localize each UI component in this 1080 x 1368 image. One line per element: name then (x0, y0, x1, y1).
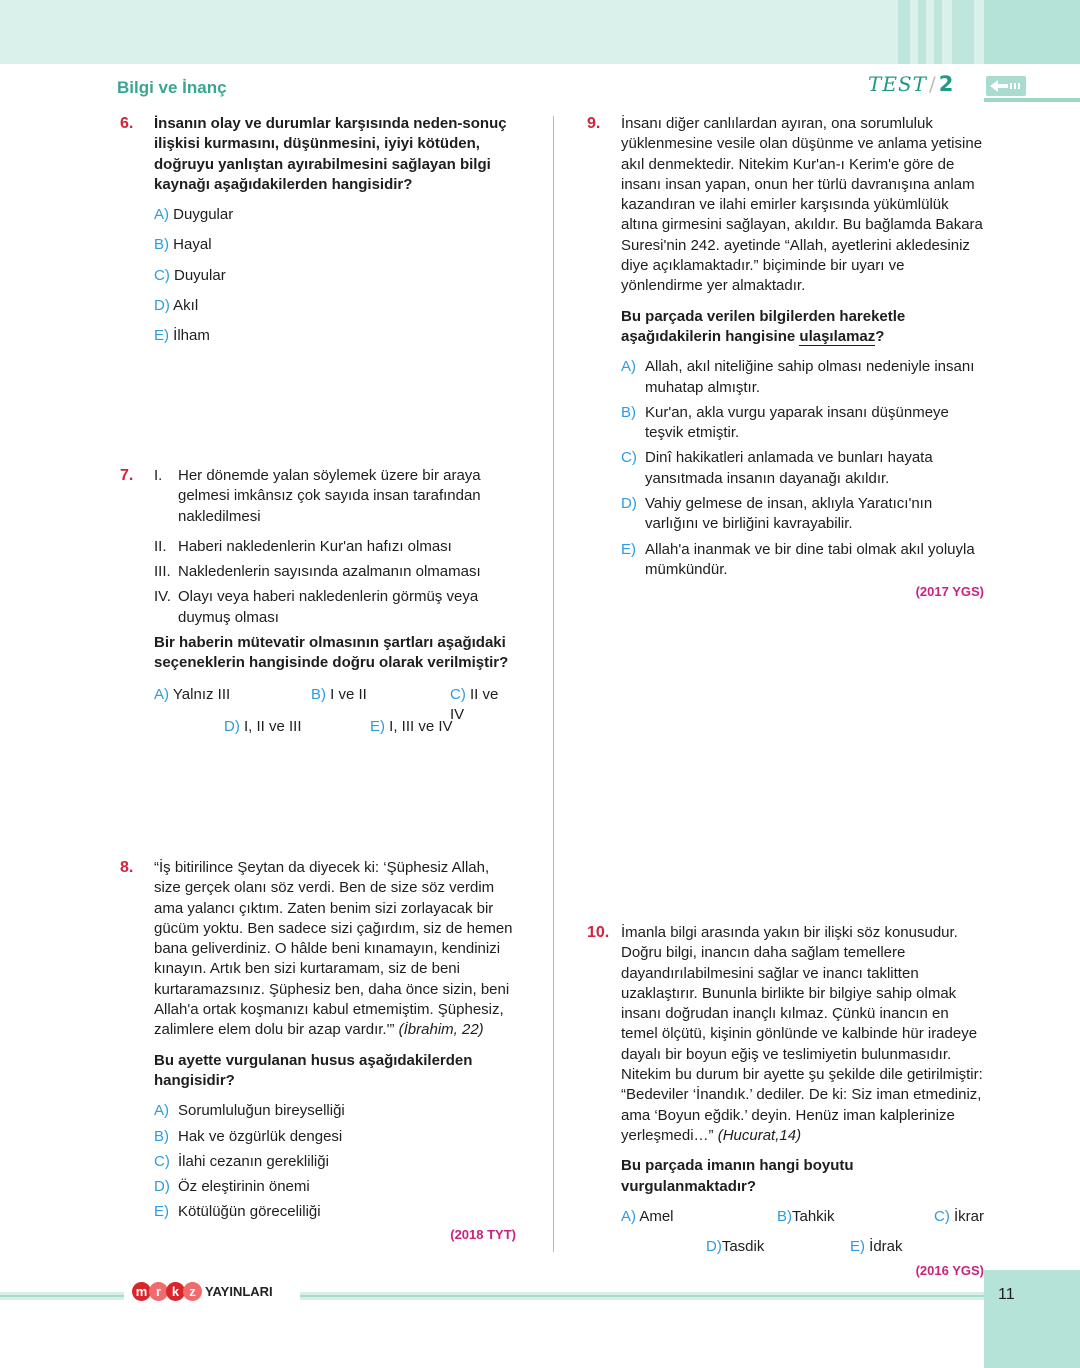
page-number: 11 (998, 1286, 1015, 1303)
option-letter: D) (224, 717, 240, 735)
question-number: 8. (120, 859, 134, 876)
option-d[interactable] (706, 1237, 764, 1257)
header-stripe (898, 0, 910, 64)
option-d[interactable] (154, 296, 516, 316)
option-a[interactable] (154, 205, 516, 225)
option-text: Öz eleştirinin önemi (178, 1178, 310, 1196)
option-e[interactable] (621, 540, 984, 581)
question-9 (587, 114, 984, 603)
passage-text: “İş bitirilince Şeytan da diyecek ki: ‘Şüphesiz Allah, size gerçek olanı söz verdi. Ben de size söz verdim ama yalancı çıktım. Zaten benim sizi zorlayacak bir gücüm yoktu. Ben sadece sizi çağırdım, siz de hemen bana geliverdiniz. O hâlde beni kınamayın, kendinizi kınayın. Artık ben sizi kurtaramam, siz de beni kurtaramazsınız. Şüphesiz ben, daha önce sizin, beni Allah'a ortak koşmanızı kabul etmemiştim. Şüphesiz, zalimlere elem dolu bir azap vardır.'” (154, 859, 513, 1039)
option-d[interactable] (224, 717, 302, 737)
premise-numeral: III. (154, 563, 171, 581)
option-text: Kur'an, akla vurgu yaparak insanı düşünmeye teşvik etmiştir. (645, 403, 949, 442)
premise-item (154, 587, 516, 628)
passage-citation: (Hucurat,14) (717, 1126, 802, 1144)
option-letter: A) (154, 206, 169, 224)
option-letter: E) (154, 1203, 169, 1221)
option-text: Duyular (174, 266, 226, 284)
question-7 (120, 466, 516, 739)
option-e[interactable] (850, 1237, 903, 1257)
question-passage: İnsanı diğer canlılardan ayıran, ona sorumluluk yüklenmesine vesile olan düşünme ve anlama yetisine akıl denmektedir. Nitekim Kur'an-ı Kerim'e göre de insanı insan yapan, onun her türlü davranışına anlam kazandıran ve ilahi emirler karşısında yükümlülük altına girmesini sağlayan, akıldır. Bu bağlamda Bakara Suresi'nin 242. ayetinde “Allah, ayetlerini akledesiniz diye açıklamaktadır.” biçiminde bir uyarı ve yönlendirme yer almaktadır. (621, 115, 983, 295)
question-number: 6. (120, 115, 134, 132)
option-text: Allah'a inanmak ve bir dine tabi olmak akıl yoluyla mümkündür. (645, 540, 975, 578)
option-c[interactable] (934, 1207, 984, 1227)
option-e[interactable] (370, 717, 453, 737)
option-letter: D) (706, 1237, 722, 1255)
footer-rule (300, 1295, 984, 1297)
options-row (621, 1237, 984, 1259)
section-title: Bilgi ve İnanç (117, 78, 227, 97)
option-text: Kötülüğün göreceliliği (178, 1203, 321, 1221)
question-stem: Bir haberin mütevatir olmasının şartları aşağıdaki seçeneklerin hangisinde doğru olarak verilmiştir? (154, 634, 509, 672)
premise-numeral: II. (154, 537, 167, 555)
right-margin-inner (984, 64, 1080, 1270)
exam-source: (2018 TYT) (450, 1226, 516, 1242)
option-letter: E) (850, 1237, 865, 1255)
option-c[interactable] (154, 266, 516, 286)
option-a[interactable] (621, 357, 984, 398)
option-letter: C) (621, 449, 637, 467)
option-b[interactable] (311, 685, 367, 705)
stem-emphasis: ulaşılamaz (799, 327, 876, 345)
option-text: Tasdik (721, 1237, 765, 1255)
passage-text: İmanla bilgi arasında yakın bir ilişki söz konusudur. Doğru bilgi, inancın daha sağlam temellere dayandırılabilmesini sağlar ve inancı taklitten uzaklaştırır. Bununla birlikte bir bilgiye sahip olmak insanı doğrudan inançlı kılmaz. Çünkü inancın en temel ölçütü, kişinin gönlünde ve kalbinde hür iradeye dayalı bir boyun eğiş ve teslimiyetin bulunmasıdır. Nitekim bu durum bir ayette şu şekilde dile getirilmiştir: “Bedeviler ‘İnandık.’ dediler. De ki: Siz iman etmediniz, ama ‘Boyun eğdik.’ deyin. Henüz iman kalplerinize yerleşmedi…” (621, 924, 983, 1144)
option-text: Hak ve özgürlük dengesi (178, 1127, 343, 1145)
page-number-box (984, 1270, 1080, 1368)
option-text: Yalnız III (172, 685, 231, 703)
option-text: Amel (639, 1207, 674, 1225)
option-e[interactable] (154, 326, 516, 346)
question-stem (621, 307, 984, 348)
option-letter: B) (777, 1207, 792, 1225)
premise-item (154, 537, 516, 557)
header-stripe (952, 0, 974, 64)
logo-letter: m (132, 1282, 151, 1301)
logo-letter: z (183, 1282, 202, 1301)
option-a[interactable] (154, 1101, 516, 1121)
premise-item (154, 562, 516, 582)
options-row (621, 1207, 984, 1229)
options-row (154, 685, 516, 723)
logo-letter: r (149, 1282, 168, 1301)
option-text: Hayal (173, 236, 212, 254)
option-letter: C) (154, 1152, 170, 1170)
test-slash: / (928, 72, 937, 96)
option-letter: D) (154, 297, 170, 315)
exam-source: (2016 YGS) (915, 1262, 984, 1278)
test-number: 2 (938, 72, 955, 96)
option-letter: D) (621, 495, 637, 513)
exam-source: (2017 YGS) (915, 584, 984, 600)
option-text: I, III ve IV (389, 717, 453, 735)
question-passage (154, 858, 516, 1041)
option-text: İdrak (869, 1237, 903, 1255)
option-text: Sorumluluğun bireyselliği (178, 1102, 345, 1120)
premise-item (154, 466, 516, 527)
option-text: Allah, akıl niteliğine sahip olması nedeniyle insanı muhatap almıştır. (645, 358, 975, 396)
back-arrow-icon (986, 76, 1026, 96)
option-letter: A) (621, 358, 636, 376)
premise-text: Olayı veya haberi nakledenlerin görmüş veya duymuş olması (178, 588, 479, 626)
question-stem: İnsanın olay ve durumlar karşısında neden-sonuç ilişkisi kurmasını, düşünmesini, iyiyi kötüden, doğruyu yanlıştan ayırabilmesini sağlayan bilgi kaynağı aşağıdakilerden hangisidir? (154, 115, 507, 193)
header-stripe (934, 0, 942, 64)
question-number: 10. (587, 924, 610, 941)
option-b[interactable] (777, 1207, 835, 1227)
option-a[interactable] (621, 1207, 674, 1227)
publisher-name: YAYINLARI (205, 1284, 273, 1299)
options-row (154, 717, 516, 739)
option-text: Akıl (173, 297, 199, 315)
passage-citation: (İbrahim, 22) (398, 1021, 484, 1039)
question-8 (120, 858, 516, 1245)
option-letter: C) (450, 685, 466, 703)
test-label-text: TEST (868, 72, 927, 96)
option-letter: E) (370, 717, 385, 735)
question-10 (587, 923, 984, 1281)
question-stem: Bu parçada imanın hangi boyutu vurgulanmaktadır? (621, 1157, 854, 1195)
option-letter: E) (154, 327, 169, 345)
premise-text: Her dönemde yalan söylemek üzere bir araya gelmesi imkânsız çok sayıda insan tarafından nakledilmesi (178, 467, 481, 525)
option-letter: B) (621, 403, 636, 421)
option-letter: C) (154, 266, 170, 284)
option-letter: C) (934, 1207, 950, 1225)
option-c[interactable] (154, 1152, 516, 1172)
option-letter: A) (154, 685, 169, 703)
option-text: İlahi cezanın gerekliliği (178, 1152, 329, 1170)
option-letter: B) (311, 685, 326, 703)
footer-rule (0, 1295, 124, 1297)
option-c[interactable] (621, 448, 984, 489)
option-letter: D) (154, 1178, 170, 1196)
option-text: Tahkik (792, 1207, 835, 1225)
premise-numeral: I. (154, 467, 163, 484)
question-passage (621, 923, 984, 1146)
premise-numeral: IV. (154, 588, 171, 606)
header-stripe (918, 0, 926, 64)
option-b[interactable] (154, 1127, 516, 1147)
option-text: İlham (173, 327, 210, 345)
option-text: Vahiy gelmese de insan, aklıyla Yaratıcı'nın varlığını ve birliğini kavrayabilir. (645, 495, 933, 533)
logo-letter: k (166, 1282, 185, 1301)
option-text: Duygular (173, 206, 234, 224)
premise-text: Haberi nakledenlerin Kur'an hafızı olması (178, 537, 452, 555)
option-text: I, II ve III (244, 717, 302, 735)
option-letter: A) (154, 1102, 169, 1120)
option-b[interactable] (154, 235, 516, 255)
option-text: I ve II (330, 685, 367, 703)
option-d[interactable] (621, 494, 984, 535)
option-d[interactable] (154, 1177, 516, 1197)
option-letter: A) (621, 1207, 636, 1225)
header-rule (984, 98, 1080, 102)
question-6 (120, 114, 516, 347)
question-number: 7. (120, 467, 134, 484)
option-letter: B) (154, 1127, 169, 1145)
option-letter: E) (621, 540, 636, 558)
publisher-logo (132, 1282, 273, 1301)
question-number: 9. (587, 115, 601, 132)
test-label (868, 72, 954, 96)
option-text: İkrar (954, 1207, 984, 1225)
option-text: II ve IV (450, 685, 499, 723)
stem-end: ? (875, 327, 885, 345)
option-text: Dinî hakikatleri anlamada ve bunları hayata yansıtmada insanın dayanağı akıldır. (645, 449, 933, 487)
option-e[interactable] (154, 1202, 516, 1222)
option-a[interactable] (154, 685, 230, 705)
question-stem: Bu ayette vurgulanan husus aşağıdakilerden hangisidir? (154, 1051, 473, 1089)
option-b[interactable] (621, 403, 984, 444)
column-divider (553, 116, 554, 1252)
premise-text: Nakledenlerin sayısında azalmanın olmaması (178, 563, 481, 581)
stem-text: Bu parçada verilen bilgilerden hareketle aşağıdakilerin hangisine (621, 307, 906, 345)
option-letter: B) (154, 236, 169, 254)
